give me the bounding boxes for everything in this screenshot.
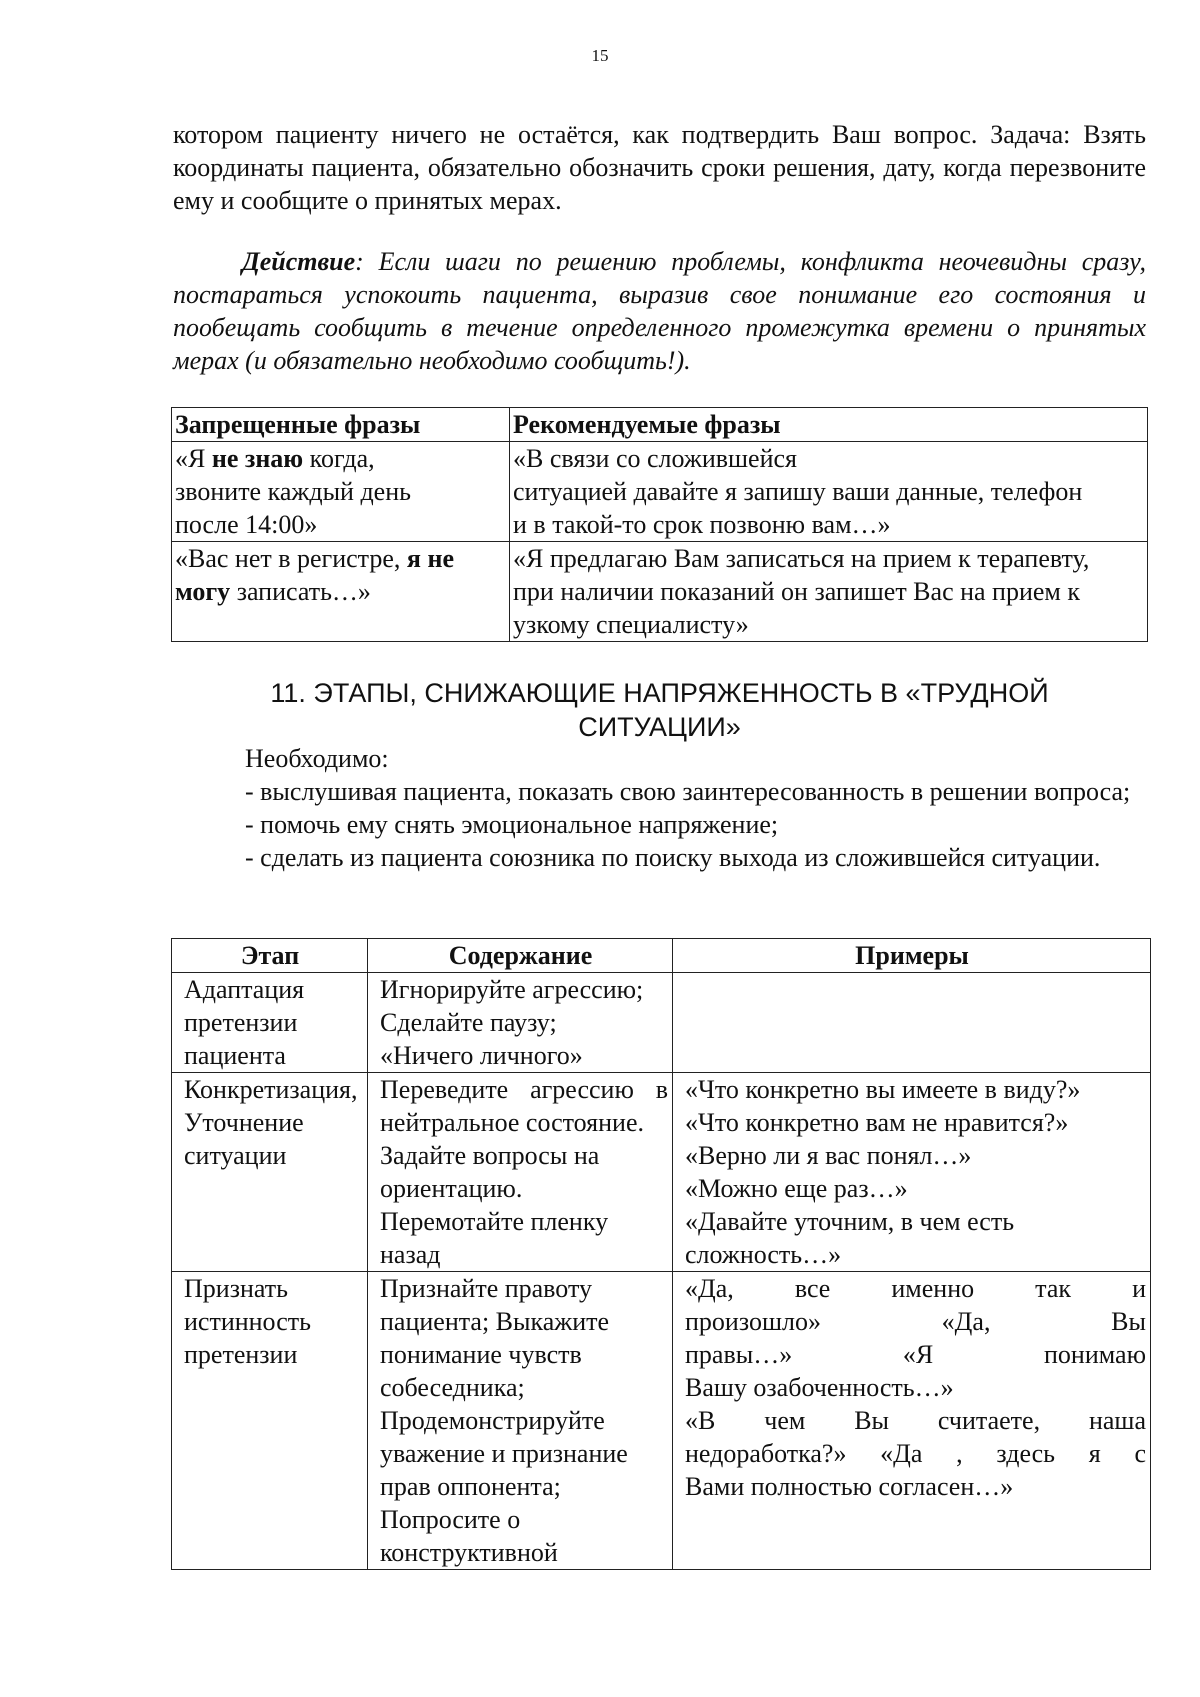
cell-line: Вами полностью согласен…»: [685, 1472, 1014, 1501]
text-run: «Я: [175, 444, 212, 473]
intro-paragraph: котором пациенту ничего не остаётся, как подтвердить Ваш вопрос. Задача: Взять координаты пациента, обязательно обозначить сроки решения, дату, когда перезвоните ему и сообщите о принятых мерах.: [173, 120, 1146, 215]
cell-line: Уточнение: [184, 1108, 304, 1137]
cell-line: «В чем Вы считаете, наша: [685, 1406, 1146, 1435]
table-row: [172, 1073, 1151, 1272]
cell-line: сложность…»: [685, 1240, 842, 1269]
recommended-cell: [510, 442, 1148, 542]
header-examples: Примеры: [673, 939, 1151, 973]
necessary-label: Необходимо:: [245, 744, 389, 773]
section-heading: [173, 676, 1146, 744]
emphasis: могу: [175, 577, 231, 606]
stage-cell: [172, 1073, 368, 1272]
cell-line: Вашу озабоченность…»: [685, 1373, 954, 1402]
cell-line: пациента: [184, 1041, 286, 1070]
recommended-line: и в такой-то срок позвоню вам…»: [513, 510, 891, 539]
intro-block: [173, 118, 1146, 217]
cell-line: правы…» «Я понимаю: [685, 1340, 1146, 1369]
cell-line: собеседника;: [380, 1373, 525, 1402]
recommended-line: «В связи со сложившейся: [513, 444, 797, 473]
phrases-header-row: [172, 408, 1148, 442]
list-item: - выслушивая пациента, показать свою заинтересованность в решении вопроса;: [245, 777, 1131, 806]
necessary-list: [173, 742, 1146, 874]
forbidden-line: [175, 542, 507, 575]
section-heading-line: 11. ЭТАПЫ, СНИЖАЮЩИЕ НАПРЯЖЕННОСТЬ В «ТРУДНОЙ: [270, 678, 1049, 708]
cell-line: нейтральное состояние.: [380, 1108, 644, 1137]
cell-line: прав оппонента;: [380, 1472, 561, 1501]
emphasis: я не: [406, 544, 454, 573]
stages-header-row: [172, 939, 1151, 973]
cell-line: «Верно ли я вас понял…»: [685, 1141, 972, 1170]
forbidden-line: [175, 575, 507, 608]
cell-line: пациента; Выкажите: [380, 1307, 610, 1336]
table-row: [172, 973, 1151, 1073]
recommended-line: ситуацией давайте я запишу ваши данные, телефон: [513, 477, 1083, 506]
content-cell: [368, 973, 673, 1073]
cell-line: Переведите агрессию в: [380, 1075, 668, 1104]
cell-line: «Давайте уточним, в чем есть: [685, 1207, 1015, 1236]
content-cell: [368, 1272, 673, 1570]
text-run: записать…»: [230, 577, 371, 606]
examples-cell: [673, 973, 1151, 1073]
stage-cell: [172, 1272, 368, 1570]
table-row: [172, 442, 1148, 542]
cell-line: «Что конкретно вы имеете в виду?»: [685, 1075, 1081, 1104]
recommended-cell: [510, 542, 1148, 642]
cell-line: произошло» «Да, Вы: [685, 1307, 1146, 1336]
action-block: [173, 245, 1146, 377]
page-number: 15: [591, 46, 609, 65]
cell-line: Признайте правоту: [380, 1274, 592, 1303]
cell-line: понимание чувств: [380, 1340, 582, 1369]
cell-line: Перемотайте пленку: [380, 1207, 609, 1236]
header-stage: Этап: [172, 939, 368, 973]
recommended-line: «Я предлагаю Вам записаться на прием к терапевту,: [513, 544, 1090, 573]
examples-cell: [673, 1073, 1151, 1272]
forbidden-line: [175, 442, 507, 475]
cell-line: «Да, все именно так и: [685, 1274, 1146, 1303]
phrases-table: [171, 407, 1148, 642]
cell-line: претензии: [184, 1340, 298, 1369]
cell-line: недоработка?» «Да , здесь я с: [685, 1439, 1146, 1468]
cell-line: Признать: [184, 1274, 288, 1303]
emphasis: не знаю: [211, 444, 304, 473]
text-run: когда,: [303, 444, 375, 473]
cell-line: Сделайте паузу;: [380, 1008, 557, 1037]
list-item: - сделать из пациента союзника по поиску выхода из сложившейся ситуации.: [245, 843, 1101, 872]
cell-line: «Можно еще раз…»: [685, 1174, 908, 1203]
cell-line: Адаптация: [184, 975, 305, 1004]
stages-table: [171, 938, 1151, 1570]
header-content: Содержание: [368, 939, 673, 973]
table-row: [172, 542, 1148, 642]
cell-line: «Ничего личного»: [380, 1041, 583, 1070]
text-run: «Вас нет в регистре,: [175, 544, 407, 573]
cell-line: ситуации: [184, 1141, 287, 1170]
cell-line: Конкретизация,: [184, 1075, 358, 1104]
recommended-line: при наличии показаний он запишет Вас на прием к: [513, 577, 1081, 606]
header-forbidden: Запрещенные фразы: [172, 408, 510, 442]
cell-line: конструктивной: [380, 1538, 558, 1567]
cell-line: ориентацию.: [380, 1174, 523, 1203]
cell-line: Продемонстрируйте: [380, 1406, 605, 1435]
cell-line: уважение и признание: [380, 1439, 628, 1468]
examples-cell: [673, 1272, 1151, 1570]
stage-cell: [172, 973, 368, 1073]
list-item: - помочь ему снять эмоциональное напряжение;: [245, 810, 779, 839]
cell-line: истинность: [184, 1307, 311, 1336]
cell-line: Попросите о: [380, 1505, 521, 1534]
recommended-line: узкому специалисту»: [513, 610, 749, 639]
action-text: : Если шаги по решению проблемы, конфликта неочевидны сразу, постараться успокоить пациента, выразив свое понимание его состояния и пообещать сообщить в течение определенного промежутка времени о принятых мерах (и обязательно необходимо сообщить!).: [173, 247, 1146, 375]
forbidden-line: после 14:00»: [175, 510, 318, 539]
cell-line: назад: [380, 1240, 441, 1269]
forbidden-line: звоните каждый день: [175, 477, 411, 506]
cell-line: Задайте вопросы на: [380, 1141, 600, 1170]
table-row: [172, 1272, 1151, 1570]
section-heading-line: СИТУАЦИИ»: [578, 712, 741, 742]
forbidden-cell: [172, 542, 510, 642]
action-paragraph: [173, 245, 1146, 377]
cell-line: претензии: [184, 1008, 298, 1037]
forbidden-cell: [172, 442, 510, 542]
cell-line: Игнорируйте агрессию;: [380, 975, 644, 1004]
content-cell: [368, 1073, 673, 1272]
header-recommended: Рекомендуемые фразы: [510, 408, 1148, 442]
cell-line: «Что конкретно вам не нравится?»: [685, 1108, 1069, 1137]
action-label: Действие: [242, 247, 356, 276]
